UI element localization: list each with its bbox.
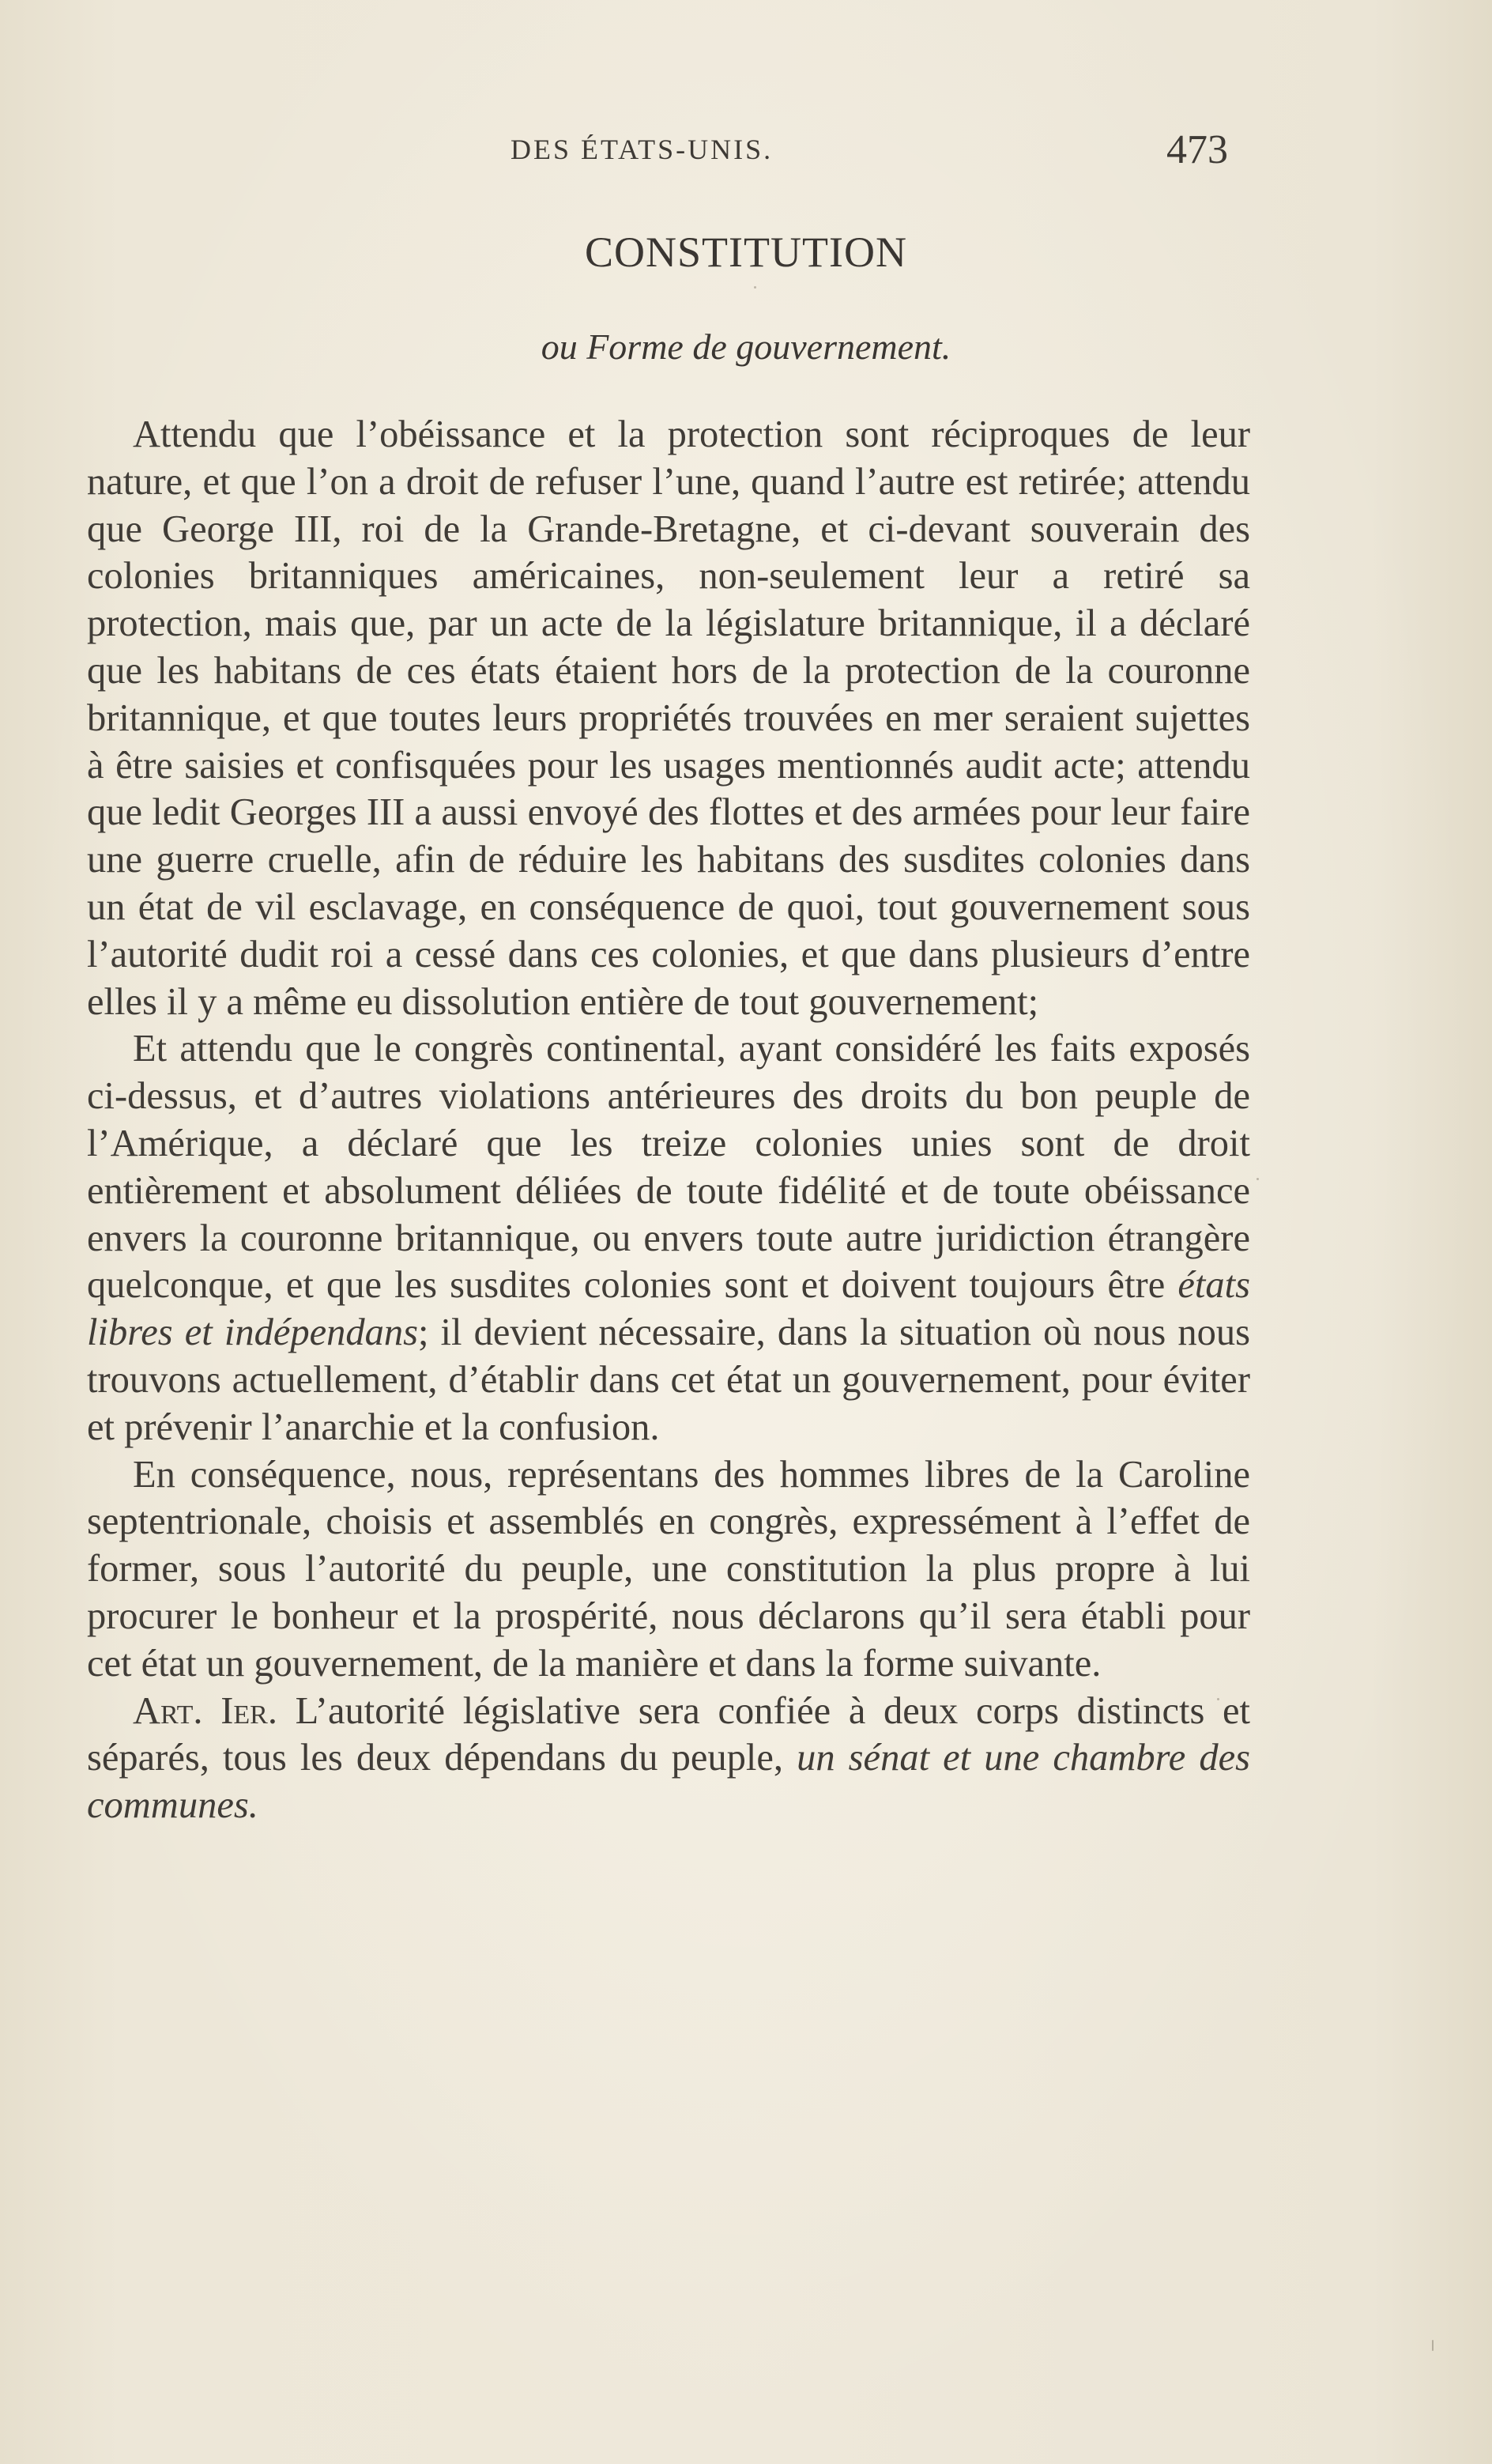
constitution-title: CONSTITUTION	[585, 228, 907, 276]
paper-speck	[754, 286, 756, 289]
paragraph-preamble-1	[87, 411, 1250, 1025]
article-label: Art. Ier.	[133, 1689, 277, 1732]
paper-speck	[1257, 1178, 1259, 1180]
body-text	[87, 411, 1250, 1829]
constitution-subtitle: ou Forme de gouvernement.	[541, 326, 951, 367]
paper-speck	[1217, 1698, 1219, 1700]
paragraph-text: L’autorité législative sera confiée à deux corps distincts et séparés, tous les deux dépendans du peuple,	[87, 1689, 1250, 1779]
paragraph-text: Attendu que l’obéissance et la protection sont réciproques de leur nature, et que l’on a droit de refuser l’une, quand l’autre est retirée; attendu que George III, roi de la Grande-Bretagne, et ci-devant souverain des colonies britanniques américaines, non-seulement leur a retiré sa protection, mais que, par un acte de la législature britannique, il a déclaré que les habitans de ces états étaient hors de la protection de la couronne britannique, et que toutes leurs propriétés trouvées en mer seraient sujettes à être saisies et confisquées pour les usages mentionnés audit acte; attendu que ledit Georges III a aussi envoyé des flottes et des armées pour leur faire une guerre cruelle, afin de réduire les habitans des susdites colonies dans un état de vil esclavage, en conséquence de quoi, tout gouvernement sous l’autorité dudit roi a cessé dans ces colonies, et que dans plusieurs d’entre elles il y a même eu dissolution entière de tout gouvernement;	[87, 413, 1250, 1023]
italic-phrase: états libres et indépendans	[87, 1264, 1250, 1354]
paragraph-preamble-2	[87, 1025, 1250, 1451]
running-head	[0, 127, 1492, 180]
paragraph-text: En conséquence, nous, représentans des hommes libres de la Caroline septentrionale, choisis et assemblés en congrès, expressément à l’effet de former, sous l’autorité du peuple, une constitution la plus propre à lui procurer le bonheur et la prospérité, nous déclarons qu’il sera établi pour cet état un gouvernement, de la manière et dans la forme suivante.	[87, 1453, 1250, 1685]
running-title: DES ÉTATS-UNIS.	[511, 134, 774, 165]
paragraph-text: ; il devient nécessaire, dans la situation où nous nous trouvons actuellement, d’établir dans cet état un gouvernement, pour éviter et prévenir l’anarchie et la confusion.	[87, 1311, 1250, 1448]
paragraph-preamble-3	[87, 1451, 1250, 1688]
page-number: 473	[1166, 127, 1228, 172]
paper-speck	[1432, 2340, 1434, 2351]
paragraph-article-1	[87, 1688, 1250, 1829]
italic-phrase: un sénat et une chambre des communes.	[87, 1737, 1250, 1827]
paragraph-text: Et attendu que le congrès continental, ayant considéré les faits exposés ci-dessus, et d’autres violations antérieures des droits du bon peuple de l’Amérique, a déclaré que les treize colonies unies sont de droit entièrement et absolument déliées de toute fidélité et de toute obéissance envers la couronne britannique, ou envers toute autre juridiction étrangère quelconque, et que les susdites colonies sont et doivent toujours être	[87, 1028, 1250, 1307]
